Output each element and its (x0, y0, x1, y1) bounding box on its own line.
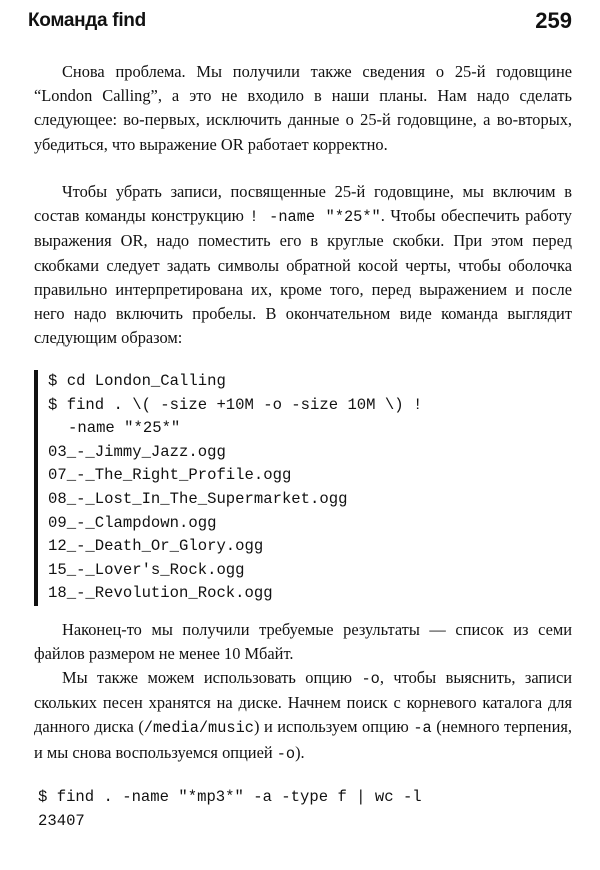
paragraph-4-text: , чтобы выяснить, записи скольких песен хранятся на диске. Начнем поиск с корневого каталога для данного диска ( (34, 668, 572, 737)
code-listing-count (38, 786, 568, 833)
output-line: 03_-_Jimmy_Jazz.ogg (48, 442, 226, 461)
output-line: 08_-_Lost_In_The_Supermarket.ogg (48, 489, 348, 508)
inline-code-option-o: -o (276, 744, 296, 763)
paragraph-2-text-start: Чтобы убрать записи, посвященные 25-й годовщине, мы включим в состав команды конструкцию (34, 182, 572, 226)
paragraph-1-text: Снова проблема. Мы получили также сведения о 25-й годовщине “London Calling”, а это не входило в наши планы. Нам надо сделать следующее: во-первых, исключить данные о 25-й годовщине, а во-вторых, убедиться, что выражение OR работает корректно. (34, 62, 572, 154)
paragraph-4-text: Мы также можем использовать опцию (62, 668, 362, 687)
paragraph-2 (34, 180, 572, 350)
paragraph-4-text: ) и используем опцию (253, 717, 414, 737)
paragraph-4-text: ). (295, 742, 305, 762)
output-line: 15_-_Lover's_Rock.ogg (48, 560, 245, 579)
chapter-title: Команда find (28, 10, 146, 31)
inline-code-path: /media/music (143, 719, 254, 738)
code-line-find-count: $ find . -name "*mp3*" -a -type f | wc -l (38, 788, 422, 806)
paragraph-4-text: (немного терпения, и мы снова воспользуемся опцией (34, 717, 572, 762)
output-line: 07_-_The_Right_Profile.ogg (48, 466, 292, 485)
page-number: 259 (535, 8, 572, 33)
inline-code-name-filter: ! -name "*25*" (249, 208, 381, 227)
paragraph-1 (34, 60, 572, 157)
paragraph-3-text: Наконец-то мы получили требуемые результаты — список из семи файлов размером не менее 10 Мбайт. (34, 620, 572, 664)
output-line: 09_-_Clampdown.ogg (48, 513, 217, 532)
paragraph-2-text-end: . Чтобы обеспечить работу выражения OR, надо поместить его в круглые скобки. При этом перед скобками следует задать символы обратной косой черты, чтобы оболочка правильно интерпретирована их, кроме того, перед выражением и после него надо включить пробелы. В окончательном виде команда выглядит следующим образом: (34, 206, 572, 348)
paragraph-3 (34, 618, 572, 666)
code-listing-find-size (34, 370, 578, 606)
code-line-cd: $ cd London_Calling (48, 372, 226, 390)
inline-code-option-a: -a (413, 719, 432, 738)
output-line: 12_-_Death_Or_Glory.ogg (48, 537, 264, 556)
inline-code-option-o: -o (361, 670, 380, 688)
paragraph-4 (34, 666, 572, 766)
output-line-count: 23407 (38, 811, 85, 830)
output-line: 18_-_Revolution_Rock.ogg (48, 584, 273, 603)
code-line-find: $ find . \( -size +10M -o -size 10M \) ! (48, 395, 423, 414)
code-line-find-continued: -name "*25*" (68, 419, 181, 438)
running-header (28, 8, 572, 38)
